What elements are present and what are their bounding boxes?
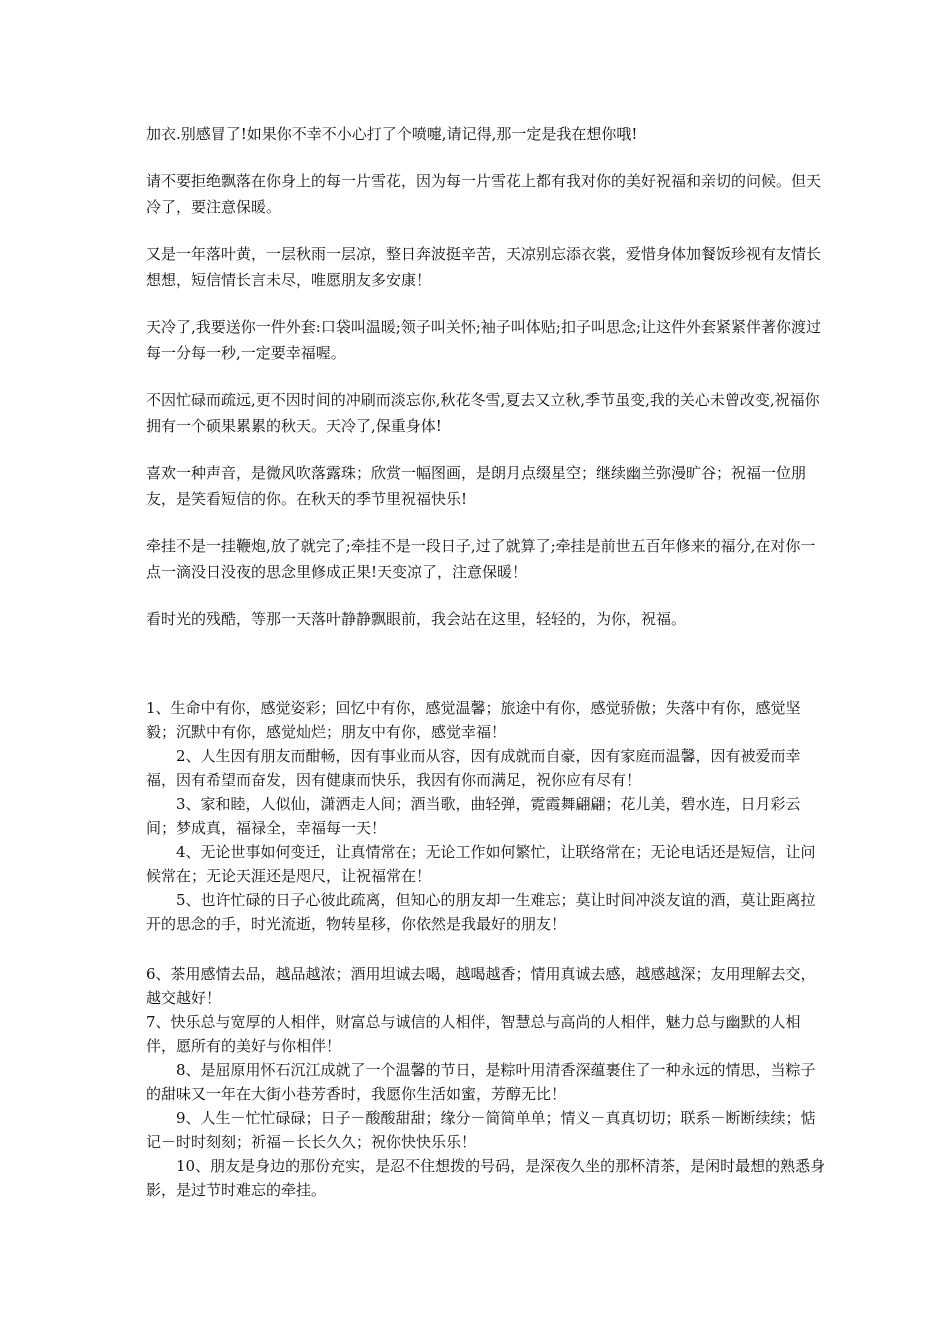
paragraph: 又是一年落叶黄，一层秋雨一层凉，整日奔波挺辛苦，天凉别忘添衣裳，爱惜身体加餐饭珍视有友情长想想，短信情长言未尽，唯愿朋友多安康！	[146, 245, 822, 289]
list-item: 7、快乐总与宽厚的人相伴，财富总与诚信的人相伴，智慧总与高尚的人相伴，魅力总与幽默的人相伴，愿所有的美好与你相伴！	[146, 1013, 801, 1055]
intro-section	[146, 121, 830, 632]
list-item: 5、也许忙碌的日子心彼此疏离，但知心的朋友却一生难忘；莫让时间冲淡友谊的酒，莫让距离拉开的思念的手，时光流逝，物转星移，你依然是我最好的朋友！	[146, 891, 816, 933]
list-item: 9、人生－忙忙碌碌；日子－酸酸甜甜；缘分－简简单单；情义－真真切切；联系－断断续续；惦记－时时刻刻；祈福－长长久久；祝你快快乐乐！	[146, 1109, 816, 1151]
paragraph: 喜欢一种声音，是微风吹落露珠；欣赏一幅图画，是朗月点缀星空；继续幽兰弥漫旷谷；祝福一位朋友，是笑看短信的你。在秋天的季节里祝福快乐!	[146, 464, 807, 508]
paragraph: 天冷了,我要送你一件外套:口袋叫温暖;领子叫关怀;袖子叫体贴;扣子叫思念;让这件外套紧紧伴著你渡过每一分每一秒,一定要幸福喔。	[146, 318, 822, 362]
list-item: 4、无论世事如何变迁，让真情常在；无论工作如何繁忙，让联络常在；无论电话还是短信，让问候常在；无论天涯还是咫尺，让祝福常在！	[146, 843, 816, 885]
paragraph: 不因忙碌而疏远,更不因时间的冲刷而淡忘你,秋花冬雪,夏去又立秋,季节虽变,我的关心未曾改变,祝福你拥有一个硕果累累的秋天。天冷了,保重身体!	[146, 391, 820, 435]
list-item: 10、朋友是身边的那份充实，是忍不住想拨的号码，是深夜久坐的那杯清茶，是闲时最想的熟悉身影，是过节时难忘的牵挂。	[146, 1157, 826, 1199]
list-item: 1、生命中有你，感觉姿彩；回忆中有你，感觉温馨；旅途中有你，感觉骄傲；失落中有你，感觉坚毅；沉默中有你，感觉灿烂；朋友中有你，感觉幸福！	[146, 699, 801, 741]
numbered-list	[146, 696, 830, 1202]
list-item: 2、人生因有朋友而酣畅，因有事业而从容，因有成就而自豪，因有家庭而温馨，因有被爱而幸福，因有希望而奋发，因有健康而快乐，我因有你而满足，祝你应有尽有！	[146, 747, 801, 789]
list-item: 8、是屈原用怀石沉江成就了一个温馨的节日，是粽叶用清香深蕴裹住了一种永远的情思，当粽子的甜味又一年在大街小巷芳香时，我愿你生活如蜜，芳醇无比！	[146, 1061, 816, 1103]
section-gap	[146, 653, 830, 696]
list-spacer	[146, 936, 830, 962]
paragraph: 看时光的残酷，等那一天落叶静静飘眼前，我会站在这里，轻轻的，为你，祝福。	[146, 610, 687, 628]
paragraph: 牵挂不是一挂鞭炮,放了就完了;牵挂不是一段日子,过了就算了;牵挂是前世五百年修来的福分,在对你一点一滴没日没夜的思念里修成正果!天变凉了，注意保暖！	[146, 537, 816, 581]
paragraph: 请不要拒绝飘落在你身上的每一片雪花，因为每一片雪花上都有我对你的美好祝福和亲切的问候。但天冷了，要注意保暖。	[146, 172, 822, 216]
list-item: 6、茶用感情去品，越品越浓；酒用坦诚去喝，越喝越香；情用真诚去感，越感越深；友用理解去交，越交越好！	[146, 965, 816, 1007]
list-item: 3、家和睦，人似仙，潇洒走人间；酒当歌，曲轻弹，霓霞舞翩翩；花儿美，碧水连，日月彩云间；梦成真，福禄全，幸福每一天！	[146, 795, 801, 837]
paragraph: 加衣.别感冒了!如果你不幸不小心打了个喷嚏,请记得,那一定是我在想你哦!	[146, 125, 638, 143]
